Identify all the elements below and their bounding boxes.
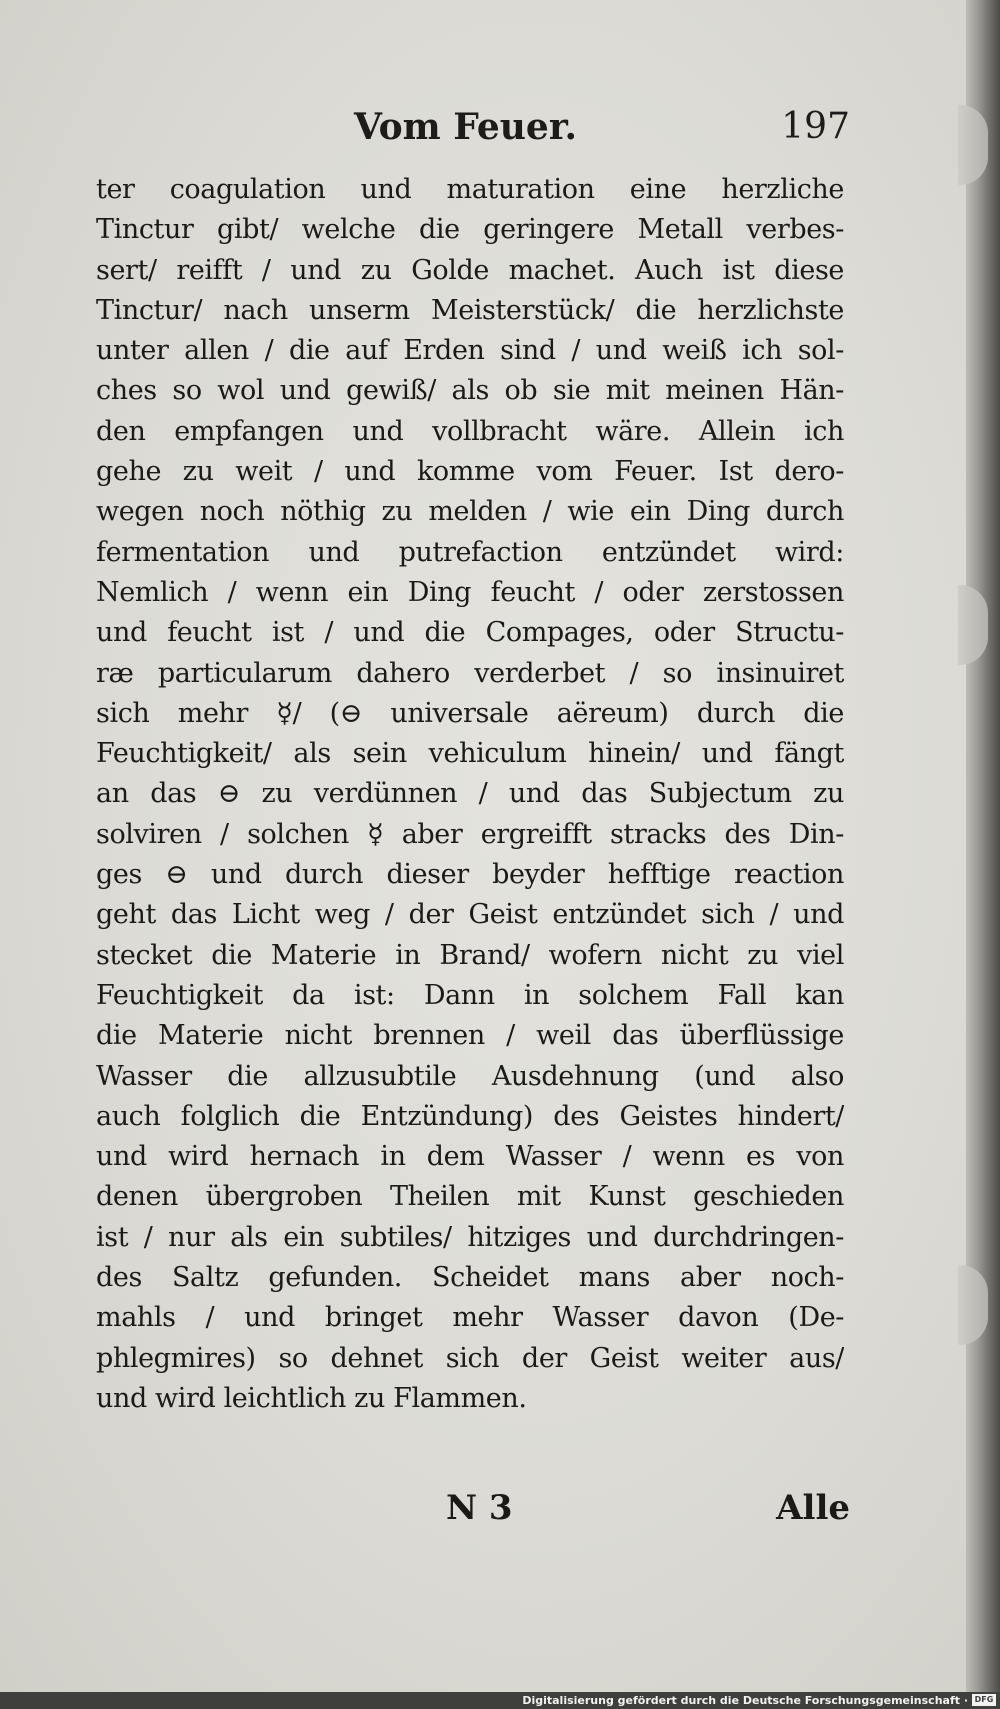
text-line: solviren / solchen ☿ aber ergreifft stracks des Din-	[96, 818, 844, 850]
text-line: Feuchtigkeit/ als sein vehiculum hinein/ und fängt	[96, 738, 844, 770]
text-line: ges ⊖ und durch dieser beyder hefftige reaction	[96, 859, 844, 891]
running-title: Vom Feuer.	[354, 106, 578, 148]
dfg-logo-icon: DFG	[972, 1694, 996, 1706]
text-line: wegen noch nöthig zu melden / wie ein Ding durch	[96, 496, 844, 528]
text-line: auch folglich die Entzündung) des Geistes hindert/	[96, 1100, 844, 1132]
signature-mark: N 3	[446, 1488, 513, 1528]
text-line: ræ particularum dahero verderbet / so insinuiret	[96, 657, 844, 689]
text-line: ches so wol und gewiß/ als ob sie mit meinen Hän-	[96, 375, 844, 407]
page-header	[96, 106, 850, 160]
text-line-last: und wird leichtlich zu Flammen.	[96, 1382, 527, 1414]
text-line: an das ⊖ zu verdünnen / und das Subjectum zu	[96, 778, 844, 810]
digitization-credit: Digitalisierung gefördert durch die Deutsche Forschungsgemeinschaft ·	[522, 1694, 968, 1707]
text-line: mahls / und bringet mehr Wasser davon (De-	[96, 1302, 844, 1334]
text-line: denen übergroben Theilen mit Kunst geschieden	[96, 1181, 844, 1213]
page-number: 197	[781, 106, 850, 147]
text-line: den empfangen und vollbracht wäre. Allein ich	[96, 415, 844, 447]
text-line: fermentation und putrefaction entzündet wird:	[96, 536, 844, 568]
credit-bar	[0, 1692, 1000, 1709]
page-edge-shadow	[966, 0, 1000, 1692]
text-line: des Saltz gefunden. Scheidet mans aber noch-	[96, 1262, 844, 1294]
text-line: und feucht ist / und die Compages, oder Structu-	[96, 617, 844, 649]
body-text	[96, 170, 844, 1419]
text-line: ist / nur als ein subtiles/ hitziges und durchdringen-	[96, 1221, 844, 1253]
text-line: ter coagulation und maturation eine herzliche	[96, 174, 844, 205]
text-line: sich mehr ☿/ (⊖ universale aëreum) durch die	[96, 697, 844, 729]
text-line: sert/ reifft / und zu Golde machet. Auch ist diese	[96, 254, 844, 286]
text-line: Feuchtigkeit da ist: Dann in solchem Fall kan	[96, 979, 844, 1011]
text-line: stecket die Materie in Brand/ wofern nicht zu viel	[96, 939, 844, 971]
text-line: phlegmires) so dehnet sich der Geist weiter aus/	[96, 1342, 844, 1374]
text-line: die Materie nicht brennen / weil das überflüssige	[96, 1020, 844, 1052]
text-line: gehe zu weit / und komme vom Feuer. Ist dero-	[96, 456, 844, 488]
page-footer	[96, 1488, 850, 1538]
text-line: unter allen / die auf Erden sind / und weiß ich sol-	[96, 335, 844, 367]
text-line: geht das Licht weg / der Geist entzündet sich / und	[96, 899, 844, 931]
text-line: Nemlich / wenn ein Ding feucht / oder zerstossen	[96, 576, 844, 608]
catchword: Alle	[776, 1488, 850, 1528]
text-line: Tinctur gibt/ welche die geringere Metall verbes-	[96, 214, 844, 246]
text-line: und wird hernach in dem Wasser / wenn es von	[96, 1141, 844, 1173]
text-line: Wasser die allzusubtile Ausdehnung (und also	[96, 1060, 844, 1092]
text-line: Tinctur/ nach unserm Meisterstück/ die herzlichste	[96, 294, 844, 326]
